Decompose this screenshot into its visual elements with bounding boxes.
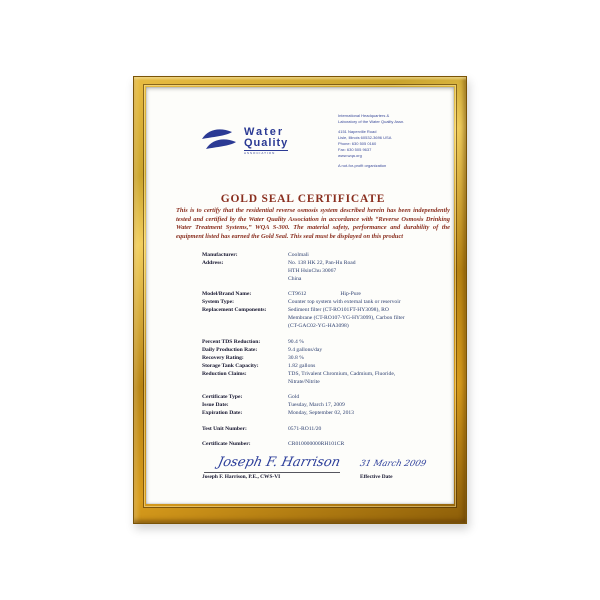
field-section [202, 338, 430, 387]
field-value-line: (CT-GAC02-YG-HA3098) [288, 323, 349, 330]
field-value [288, 298, 401, 306]
logo-word-quality: Quality [244, 137, 289, 149]
letterhead-text-line: 4151 Naperville Road [338, 129, 377, 134]
field-label: Certificate Number: [202, 440, 251, 447]
field-value [288, 409, 354, 417]
gold-picture-frame [133, 76, 467, 524]
field-row [202, 354, 430, 362]
field-row [202, 362, 430, 370]
letterhead-text-line: International Headquarters & [338, 113, 390, 118]
field-label: Model/Brand Name: [202, 291, 252, 297]
field-value [288, 362, 315, 370]
certificate-title: GOLD SEAL CERTIFICATE [220, 193, 386, 205]
field-label: Reduction Claims: [202, 370, 247, 377]
field-row [202, 298, 430, 306]
signature-underline [204, 472, 340, 473]
field-section [202, 440, 430, 448]
field-row [202, 338, 430, 346]
field-label: Test Unit Number: [202, 425, 247, 432]
field-row [202, 425, 430, 433]
gold-seal-certificate [146, 87, 454, 504]
field-value-line: 30.8 % [288, 354, 304, 361]
wqa-logo-text [244, 127, 288, 155]
field-value-line: Tuesday, March 17, 2009 [288, 402, 345, 409]
field-value-part: CT9612 [288, 291, 307, 297]
field-row [202, 370, 430, 386]
field-value [288, 251, 309, 259]
field-value [288, 440, 344, 448]
field-value-line: Nitrate/Nitrite [288, 379, 320, 386]
field-value-line: Gold [288, 394, 300, 401]
field-value-line: No. 138 HK 22, Pan-Hu Road [288, 259, 356, 266]
wqa-waves-icon [198, 123, 242, 157]
field-row [202, 346, 430, 354]
field-value-line: TDS, Trivalent Chromium, Cadmium, Fluoride, [288, 370, 396, 377]
wqa-logo [198, 123, 288, 157]
letterhead-text-block [338, 113, 414, 125]
letterhead-text-line: Lisle, Illinois 60532-3696 USA [338, 135, 392, 140]
field-value-line: Counter top system with external tank or reservoir [288, 299, 401, 306]
letterhead-text-line: Fax: 630 505 9637 [338, 147, 372, 152]
field-row [202, 306, 430, 330]
letterhead-address-block [338, 113, 414, 173]
field-label: Replacement Components: [202, 307, 267, 314]
field-label: Daily Production Rate: [202, 346, 258, 353]
field-row [202, 259, 430, 283]
field-value-line [288, 290, 361, 298]
field-value-line: HTH HsinChu 30067 [288, 267, 337, 274]
field-value-line: Sediment filter (CT-RO101FT-HY3098), RO [288, 307, 389, 314]
field-row [202, 440, 430, 448]
logo-word-association: ASSOCIATION [244, 150, 288, 155]
field-value-line: 1.82 gallons [288, 362, 316, 369]
field-value [288, 338, 304, 346]
field-label: Address: [202, 259, 224, 266]
field-value-line: Monday, September 02, 2013 [288, 410, 354, 417]
letterhead [176, 107, 430, 185]
field-section [202, 425, 430, 433]
field-label: Issue Date: [202, 402, 229, 409]
field-value [288, 346, 322, 354]
field-value-line: 0571-RO11/20 [288, 425, 322, 432]
field-value [288, 259, 356, 283]
letterhead-text-line: A not-for-profit organization [338, 163, 387, 168]
field-section [202, 393, 430, 417]
field-row [202, 290, 430, 298]
field-row [202, 393, 430, 401]
field-label: Expiration Date: [202, 410, 243, 417]
field-label: Manufacturer: [202, 251, 238, 258]
field-value [288, 425, 321, 433]
field-value [288, 354, 304, 362]
field-value [288, 401, 345, 409]
field-label: Certificate Type: [202, 394, 243, 401]
letterhead-text-line: Laboratory of the Water Quality Assn. [338, 119, 405, 124]
certificate-intro-paragraph: This is to certify that the residential reverse osmosis system described herein has been independently tested and certified by the Water Quality Association in accordance with “Reverse Osmosis Drinking Water Treatment Systems,” WQA S-300. The material safety, performance and durability of the equipment listed has earned the Gold Seal. This seal must be displayed on this product [176, 207, 450, 240]
field-row [202, 409, 430, 417]
field-value-part: Hip-Pure [340, 291, 361, 297]
letterhead-text-line: www.wqa.org [338, 153, 362, 158]
effective-date-label: Effective Date [360, 473, 393, 480]
field-value [288, 370, 395, 386]
field-value-line: Membrane (CT-RO107-YG-HY3099), Carbon filter [288, 315, 405, 322]
field-value-line: CR010000000RH101CR [288, 440, 345, 447]
field-value-line: China [288, 275, 302, 282]
letterhead-text-block [338, 129, 414, 159]
signature-date-script: 31 March 2009 [358, 458, 428, 469]
field-label: System Type: [202, 299, 234, 306]
field-value-line: Coolmali [288, 251, 309, 258]
field-label: Percent TDS Reduction: [202, 338, 261, 345]
signer-printed-name: Joseph F. Harrison, P.E., CWS-VI [202, 473, 281, 480]
logo-word-water: Water [244, 126, 285, 138]
field-value [288, 306, 405, 330]
field-row [202, 401, 430, 409]
letterhead-text-block [338, 163, 414, 169]
letterhead-text-line: Phone: 630 505 0160 [338, 141, 377, 146]
field-row [202, 251, 430, 259]
certificate-fields [202, 251, 430, 448]
signature-script: Joseph F. Harrison [216, 454, 342, 470]
signature-area [202, 455, 430, 489]
field-section [202, 290, 430, 331]
field-value [288, 290, 361, 298]
field-label: Recovery Rating: [202, 354, 244, 361]
field-value [288, 393, 299, 401]
field-section [202, 251, 430, 283]
field-label: Storage Tank Capacity: [202, 362, 259, 369]
field-value-line: 9.4 gallons/day [288, 346, 323, 353]
field-value-line: 90.4 % [288, 338, 304, 345]
